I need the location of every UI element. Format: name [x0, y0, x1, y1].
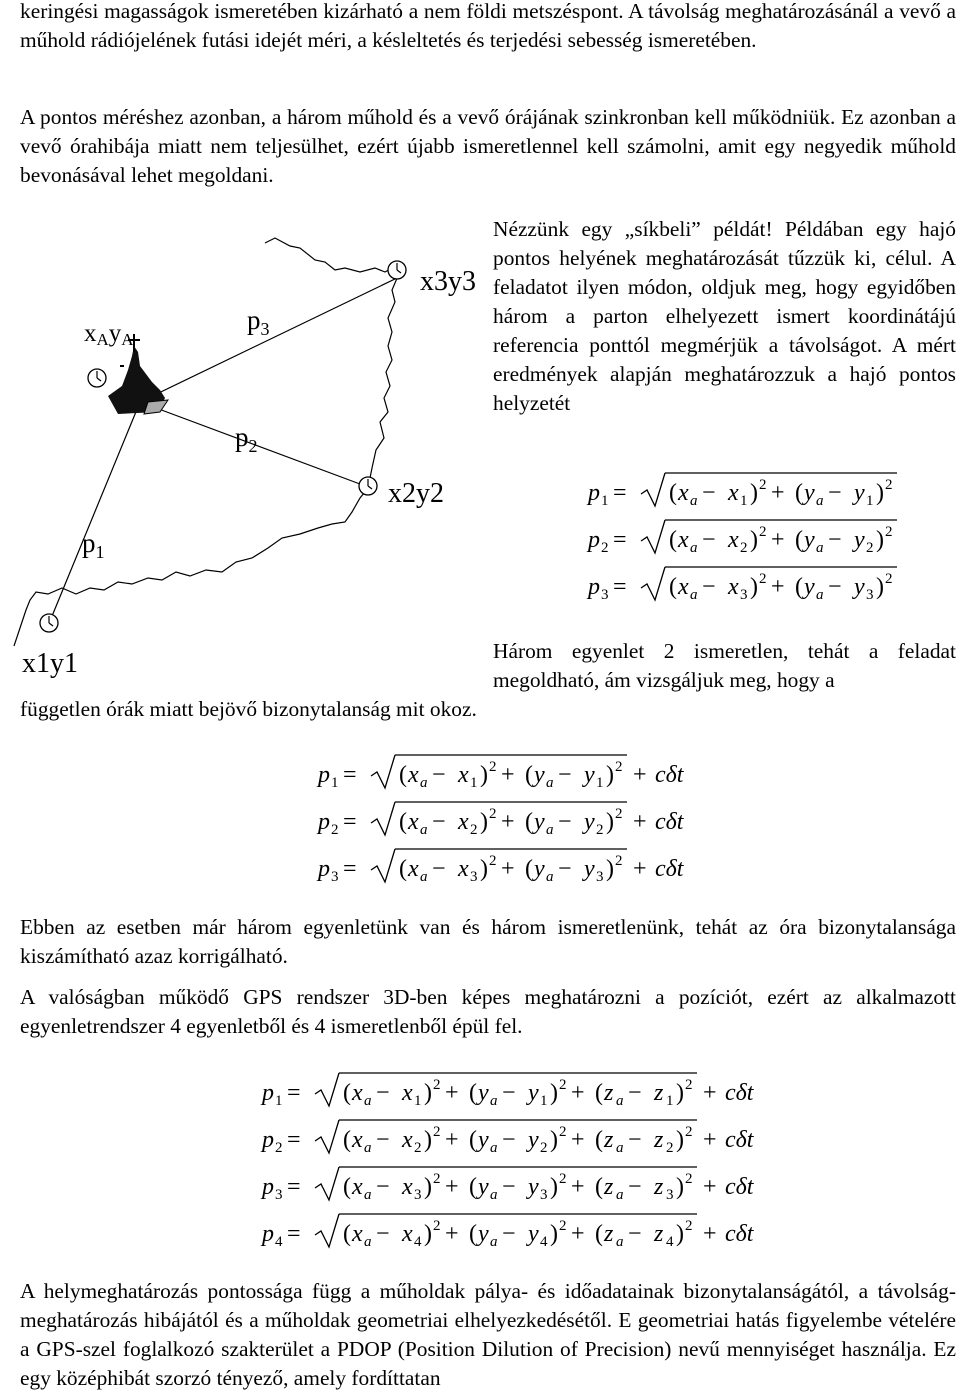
svg-text:z: z	[604, 1127, 614, 1153]
svg-text:y: y	[584, 762, 595, 788]
svg-text:cδt: cδt	[725, 1174, 754, 1200]
svg-text:+: +	[501, 762, 515, 788]
equation-row	[316, 755, 685, 791]
svg-text:(: (	[399, 809, 407, 835]
svg-text:−: −	[376, 1127, 390, 1153]
svg-text:cδt: cδt	[725, 1080, 754, 1106]
svg-text:p: p	[318, 856, 330, 882]
svg-text:p: p	[262, 1221, 274, 1247]
svg-text:a: a	[490, 1187, 498, 1203]
paragraph-synchronization: A pontos méréshez azonban, a három műhold és a vevő órájának szinkronban kell működniük. Ez azonban a vevő órahibája miatt nem teljesülhet, ezért újabb ismeretlennel kell számolni, amit egy negyedik műhold bevonásával lehet megoldani.	[20, 105, 956, 187]
svg-text:x: x	[408, 762, 419, 788]
svg-text:z: z	[654, 1080, 664, 1106]
svg-text:2: 2	[559, 1171, 567, 1187]
svg-text:): )	[750, 527, 758, 553]
svg-text:a: a	[690, 540, 698, 556]
equation-row	[316, 849, 685, 885]
svg-text:a: a	[420, 869, 428, 885]
svg-text:(: (	[469, 1080, 477, 1106]
svg-text:(: (	[343, 1221, 351, 1247]
svg-text:): )	[424, 1127, 432, 1153]
svg-text:(: (	[469, 1174, 477, 1200]
svg-text:−: −	[828, 574, 842, 600]
svg-text:2: 2	[885, 477, 893, 493]
svg-text:1: 1	[331, 775, 339, 791]
svg-text:x: x	[728, 480, 739, 506]
svg-text:−: −	[558, 856, 572, 882]
svg-text:3: 3	[601, 587, 609, 603]
svg-text:2: 2	[433, 1077, 441, 1093]
svg-text:): )	[676, 1080, 684, 1106]
svg-text:(: (	[343, 1174, 351, 1200]
svg-text:−: −	[558, 762, 572, 788]
svg-text:2: 2	[470, 822, 478, 838]
svg-text:2: 2	[759, 524, 767, 540]
svg-text:+: +	[571, 1174, 585, 1200]
svg-text:(: (	[399, 856, 407, 882]
svg-text:+: +	[445, 1221, 459, 1247]
svg-text:(: (	[795, 527, 803, 553]
svg-text:−: −	[828, 480, 842, 506]
svg-text:+: +	[771, 574, 785, 600]
svg-text:(: (	[669, 527, 677, 553]
paragraph-clock-solvable: Ebben az esetben már három egyenletünk van és három ismeretlenünk, tehát az óra bizonytalansága kiszámítható azaz korrigálható.	[20, 915, 956, 968]
svg-text:y: y	[854, 527, 865, 553]
svg-text:−: −	[502, 1174, 516, 1200]
svg-text:(: (	[795, 480, 803, 506]
svg-text:2: 2	[615, 853, 623, 869]
svg-text:x: x	[678, 527, 689, 553]
distance-line-p3	[140, 278, 397, 402]
paragraph-three-equations: Három egyenlet 2 ismeretlen, tehát a feladat megoldható, ám vizsgáljuk meg, hogy a	[493, 639, 956, 692]
svg-text:2: 2	[559, 1218, 567, 1234]
svg-text:p: p	[262, 1080, 274, 1106]
svg-text:(: (	[595, 1174, 603, 1200]
svg-text:−: −	[432, 762, 446, 788]
svg-text:p: p	[318, 809, 330, 835]
svg-text:3: 3	[666, 1187, 674, 1203]
paragraph-intro-continuation: keringési magasságok ismeretében kizárható a nem földi metszéspont. A távolság meghatározásánál a vevő a műhold rádiójelének futási idejét méri, a késleltetés és terjedési sebesség ismeretében.	[20, 0, 956, 52]
svg-text:cδt: cδt	[655, 762, 684, 788]
svg-text:=: =	[613, 527, 627, 553]
svg-text:3: 3	[740, 587, 748, 603]
svg-text:−: −	[376, 1080, 390, 1106]
svg-text:2: 2	[433, 1124, 441, 1140]
svg-text:a: a	[690, 493, 698, 509]
svg-text:a: a	[364, 1140, 372, 1156]
paragraph-gps-3d: A valóságban működő GPS rendszer 3D-ben képes meghatározni a pozíciót, ezért az alkalmazott egyenletrendszer 4 egyenletből és 4 ismeretlenből épül fel.	[20, 985, 956, 1038]
svg-text:+: +	[633, 762, 647, 788]
svg-text:): )	[676, 1174, 684, 1200]
svg-text:2: 2	[331, 822, 339, 838]
svg-text:−: −	[628, 1127, 642, 1153]
svg-text:): )	[424, 1080, 432, 1106]
svg-text:+: +	[445, 1127, 459, 1153]
clock-icon-station-2	[359, 477, 377, 495]
svg-text:x: x	[678, 574, 689, 600]
svg-text:4: 4	[540, 1234, 548, 1250]
svg-text:): )	[876, 480, 884, 506]
svg-text:cδt: cδt	[725, 1127, 754, 1153]
svg-text:2: 2	[685, 1171, 693, 1187]
svg-text:=: =	[613, 574, 627, 600]
svg-text:1: 1	[470, 775, 478, 791]
svg-text:=: =	[343, 809, 357, 835]
svg-text:y: y	[534, 856, 545, 882]
svg-text:2: 2	[885, 524, 893, 540]
svg-text:+: +	[771, 480, 785, 506]
svg-text:(: (	[525, 809, 533, 835]
svg-text:−: −	[376, 1221, 390, 1247]
svg-text:+: +	[633, 856, 647, 882]
svg-text:(: (	[595, 1080, 603, 1106]
ship-positioning-figure	[0, 225, 490, 695]
svg-text:(: (	[343, 1080, 351, 1106]
svg-text:): )	[480, 809, 488, 835]
svg-text:3: 3	[596, 869, 604, 885]
equations-2d-with-clock	[318, 752, 698, 904]
svg-text:): )	[550, 1174, 558, 1200]
clock-icon-station-1	[40, 614, 58, 632]
svg-text:+: +	[445, 1174, 459, 1200]
svg-text:y: y	[478, 1221, 489, 1247]
svg-text:1: 1	[666, 1093, 674, 1109]
svg-text:a: a	[546, 869, 554, 885]
svg-text:a: a	[364, 1187, 372, 1203]
svg-text:a: a	[490, 1234, 498, 1250]
svg-text:p: p	[318, 762, 330, 788]
equation-row	[586, 567, 897, 603]
label-p1: $p_1$	[82, 528, 105, 562]
clock-icon-ship	[88, 369, 106, 387]
svg-text:x: x	[352, 1174, 363, 1200]
equation-row	[316, 802, 685, 838]
svg-text:y: y	[528, 1221, 539, 1247]
svg-text:3: 3	[866, 587, 874, 603]
svg-text:): )	[876, 527, 884, 553]
svg-text:): )	[676, 1221, 684, 1247]
svg-text:=: =	[287, 1174, 301, 1200]
svg-text:a: a	[616, 1140, 624, 1156]
svg-text:a: a	[616, 1093, 624, 1109]
svg-text:+: +	[703, 1127, 717, 1153]
svg-text:(: (	[525, 762, 533, 788]
ship-coordinate-label: xAyA	[84, 320, 134, 349]
coastline	[14, 238, 398, 646]
svg-text:(: (	[595, 1127, 603, 1153]
svg-text:z: z	[654, 1221, 664, 1247]
svg-text:x: x	[458, 809, 469, 835]
svg-text:2: 2	[559, 1077, 567, 1093]
svg-text:3: 3	[414, 1187, 422, 1203]
svg-text:(: (	[595, 1221, 603, 1247]
svg-text:y: y	[478, 1080, 489, 1106]
svg-text:x: x	[458, 762, 469, 788]
svg-text:): )	[424, 1174, 432, 1200]
svg-text:=: =	[613, 480, 627, 506]
svg-text:a: a	[490, 1140, 498, 1156]
svg-text:x: x	[352, 1127, 363, 1153]
svg-text:2: 2	[414, 1140, 422, 1156]
svg-text:=: =	[287, 1221, 301, 1247]
svg-text:2: 2	[559, 1124, 567, 1140]
svg-text:2: 2	[433, 1218, 441, 1234]
svg-text:+: +	[771, 527, 785, 553]
svg-text:2: 2	[885, 571, 893, 587]
svg-text:y: y	[528, 1127, 539, 1153]
svg-text:z: z	[604, 1221, 614, 1247]
svg-text:4: 4	[275, 1234, 283, 1250]
svg-text:−: −	[502, 1127, 516, 1153]
svg-text:): )	[876, 574, 884, 600]
svg-text:): )	[480, 856, 488, 882]
equation-row	[260, 1167, 755, 1203]
svg-text:a: a	[616, 1234, 624, 1250]
svg-text:+: +	[633, 809, 647, 835]
clock-icon-station-3	[388, 261, 406, 279]
svg-text:+: +	[501, 809, 515, 835]
svg-text:x: x	[352, 1221, 363, 1247]
svg-text:x: x	[402, 1127, 413, 1153]
svg-text:1: 1	[414, 1093, 422, 1109]
svg-text:2: 2	[489, 853, 497, 869]
svg-text:3: 3	[470, 869, 478, 885]
svg-text:2: 2	[596, 822, 604, 838]
svg-text:y: y	[804, 527, 815, 553]
svg-text:z: z	[604, 1174, 614, 1200]
svg-text:x: x	[458, 856, 469, 882]
label-station-3: x3y3	[420, 266, 476, 297]
svg-text:y: y	[584, 809, 595, 835]
svg-text:2: 2	[615, 806, 623, 822]
equation-row	[260, 1120, 755, 1156]
label-p2: $p_2$	[235, 422, 258, 456]
equation-row	[586, 473, 897, 509]
svg-text:2: 2	[489, 806, 497, 822]
svg-text:(: (	[669, 480, 677, 506]
svg-text:−: −	[702, 480, 716, 506]
svg-text:2: 2	[489, 759, 497, 775]
svg-text:): )	[606, 809, 614, 835]
svg-text:z: z	[604, 1080, 614, 1106]
svg-text:2: 2	[666, 1140, 674, 1156]
svg-text:−: −	[628, 1080, 642, 1106]
svg-text:a: a	[816, 540, 824, 556]
svg-text:y: y	[478, 1127, 489, 1153]
svg-text:2: 2	[275, 1140, 283, 1156]
label-p3: $p_3$	[247, 305, 270, 339]
svg-text:): )	[424, 1221, 432, 1247]
svg-text:1: 1	[740, 493, 748, 509]
svg-text:p: p	[588, 527, 600, 553]
svg-text:y: y	[534, 762, 545, 788]
svg-text:+: +	[703, 1221, 717, 1247]
svg-text:+: +	[571, 1080, 585, 1106]
svg-text:(: (	[795, 574, 803, 600]
svg-text:−: −	[702, 574, 716, 600]
svg-text:a: a	[364, 1234, 372, 1250]
svg-text:(: (	[469, 1127, 477, 1153]
svg-text:x: x	[402, 1174, 413, 1200]
svg-text:−: −	[376, 1174, 390, 1200]
svg-text:x: x	[728, 527, 739, 553]
label-station-2: x2y2	[388, 478, 444, 509]
equation-row	[260, 1073, 755, 1109]
svg-text:−: −	[558, 809, 572, 835]
svg-text:1: 1	[596, 775, 604, 791]
svg-text:a: a	[546, 775, 554, 791]
svg-text:4: 4	[666, 1234, 674, 1250]
svg-text:=: =	[287, 1080, 301, 1106]
svg-text:x: x	[402, 1080, 413, 1106]
svg-text:−: −	[502, 1221, 516, 1247]
paragraph-pdop: A helymeghatározás pontossága függ a műholdak pálya- és időadatainak bizonytalanságától, a távolság-meghatározás hibájától és a műholdak geometriai elhelyezkedésétől. E geometriai hatás figyelembe vételére a GPS-szel foglalkozó szakterület a PDOP (Position Dilution of Precision) nevű mennyiséget használja. Ez egy középhibát szorzó tényező, amely fordíttatan	[20, 1279, 956, 1390]
equation-row	[586, 520, 897, 556]
svg-text:y: y	[804, 574, 815, 600]
label-station-1: x1y1	[22, 648, 78, 679]
svg-text:y: y	[528, 1080, 539, 1106]
svg-text:a: a	[616, 1187, 624, 1203]
svg-text:y: y	[584, 856, 595, 882]
svg-text:): )	[480, 762, 488, 788]
svg-text:+: +	[571, 1221, 585, 1247]
svg-text:): )	[606, 762, 614, 788]
svg-text:(: (	[669, 574, 677, 600]
svg-text:2: 2	[615, 759, 623, 775]
svg-text:p: p	[588, 574, 600, 600]
svg-text:−: −	[432, 809, 446, 835]
svg-text:+: +	[445, 1080, 459, 1106]
svg-text:y: y	[528, 1174, 539, 1200]
svg-text:−: −	[628, 1221, 642, 1247]
svg-text:(: (	[399, 762, 407, 788]
svg-text:(: (	[525, 856, 533, 882]
svg-text:): )	[676, 1127, 684, 1153]
svg-text:2: 2	[759, 571, 767, 587]
svg-text:x: x	[352, 1080, 363, 1106]
svg-text:−: −	[828, 527, 842, 553]
svg-text:3: 3	[331, 869, 339, 885]
svg-text:−: −	[628, 1174, 642, 1200]
svg-text:z: z	[654, 1174, 664, 1200]
svg-text:a: a	[816, 493, 824, 509]
svg-text:): )	[750, 574, 758, 600]
svg-text:): )	[550, 1127, 558, 1153]
svg-text:a: a	[420, 775, 428, 791]
svg-text:2: 2	[759, 477, 767, 493]
svg-text:cδt: cδt	[725, 1221, 754, 1247]
svg-text:p: p	[262, 1127, 274, 1153]
svg-text:2: 2	[866, 540, 874, 556]
svg-text:y: y	[854, 574, 865, 600]
svg-text:y: y	[478, 1174, 489, 1200]
svg-text:=: =	[287, 1127, 301, 1153]
svg-text:z: z	[654, 1127, 664, 1153]
svg-text:2: 2	[433, 1171, 441, 1187]
svg-text:−: −	[502, 1080, 516, 1106]
svg-text:): )	[606, 856, 614, 882]
svg-text:+: +	[703, 1080, 717, 1106]
svg-text:2: 2	[685, 1077, 693, 1093]
svg-text:2: 2	[685, 1124, 693, 1140]
svg-text:): )	[550, 1221, 558, 1247]
svg-text:a: a	[546, 822, 554, 838]
svg-text:x: x	[678, 480, 689, 506]
svg-text:y: y	[854, 480, 865, 506]
svg-text:a: a	[364, 1093, 372, 1109]
svg-text:2: 2	[601, 540, 609, 556]
svg-text:+: +	[571, 1127, 585, 1153]
svg-text:a: a	[690, 587, 698, 603]
svg-text:1: 1	[866, 493, 874, 509]
paragraph-clock-uncertainty: független órák miatt bejövő bizonytalanság mit okoz.	[20, 697, 477, 721]
svg-text:−: −	[432, 856, 446, 882]
svg-text:1: 1	[601, 493, 609, 509]
svg-text:=: =	[343, 762, 357, 788]
svg-text:a: a	[490, 1093, 498, 1109]
equations-2d	[588, 470, 893, 622]
paragraph-planar-example: Nézzünk egy „síkbeli” példát! Példában egy hajó pontos helyének meghatározását tűzzük ki, célul. A feladatot ilyen módon, oldjuk meg, hogy egyidőben három a parton elhelyezett ismert koordinátájú referencia ponttól megmérjük a távolságot. A mért eredmények alapján meghatározzuk a hajó pontos helyzetét	[493, 217, 956, 415]
svg-text:+: +	[501, 856, 515, 882]
svg-text:x: x	[728, 574, 739, 600]
svg-text:a: a	[816, 587, 824, 603]
svg-text:2: 2	[540, 1140, 548, 1156]
svg-text:2: 2	[740, 540, 748, 556]
svg-text:(: (	[469, 1221, 477, 1247]
svg-text:2: 2	[685, 1218, 693, 1234]
svg-text:4: 4	[414, 1234, 422, 1250]
svg-text:x: x	[402, 1221, 413, 1247]
svg-text:=: =	[343, 856, 357, 882]
svg-text:a: a	[420, 822, 428, 838]
svg-text:1: 1	[540, 1093, 548, 1109]
svg-text:p: p	[262, 1174, 274, 1200]
svg-text:y: y	[534, 809, 545, 835]
svg-text:y: y	[804, 480, 815, 506]
svg-text:1: 1	[275, 1093, 283, 1109]
svg-text:p: p	[588, 480, 600, 506]
equations-3d	[262, 1070, 754, 1269]
svg-text:−: −	[702, 527, 716, 553]
svg-text:x: x	[408, 809, 419, 835]
svg-text:cδt: cδt	[655, 856, 684, 882]
svg-text:(: (	[343, 1127, 351, 1153]
equation-row	[260, 1214, 755, 1250]
svg-text:): )	[750, 480, 758, 506]
svg-text:3: 3	[540, 1187, 548, 1203]
svg-text:): )	[550, 1080, 558, 1106]
svg-text:3: 3	[275, 1187, 283, 1203]
svg-text:cδt: cδt	[655, 809, 684, 835]
svg-text:x: x	[408, 856, 419, 882]
svg-text:+: +	[703, 1174, 717, 1200]
